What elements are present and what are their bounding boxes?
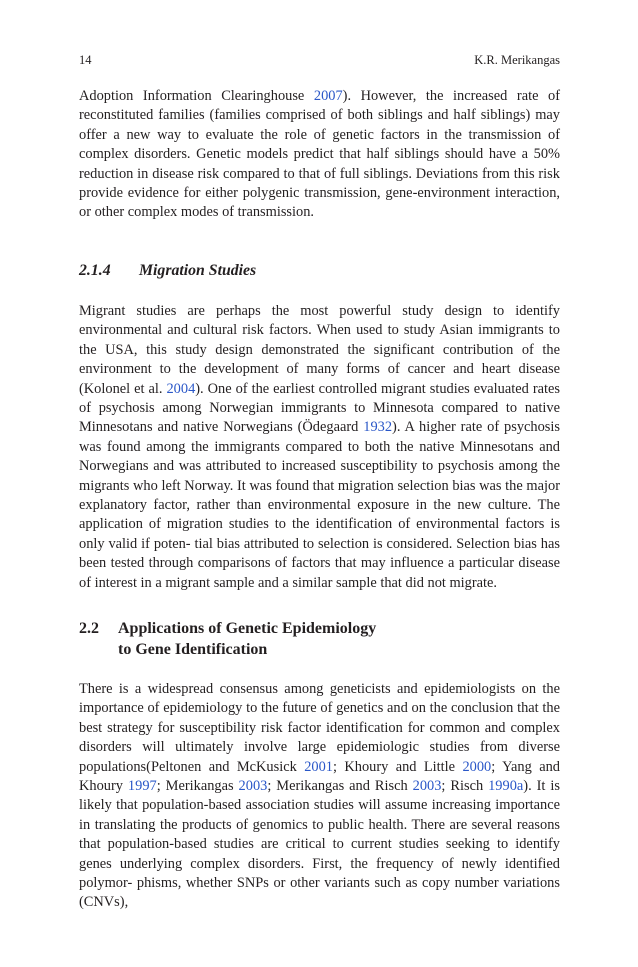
- citation-link[interactable]: 1990a: [488, 778, 524, 795]
- section-number: 2.2: [79, 620, 99, 637]
- paragraph-genetic-epidemiology: There is a widespread consensus among geneticists and epidemiologists on the importance of epidemiology to the future of genetics and on the conclusion that the best strategy for susceptibility risk factor identification for common and complex disorders will ultimately involve large epidemiologic studies from diverse populations(Peltonen and McKusick 2001; Khoury and Little 2000; Yang and Khoury 1997; Merikangas 2003; Merikangas and Risch 2003; Risch 1990a). It is likely that population-based association studies will assume increasing importance in translating the products of genomics to public health. There are several reasons that population-based studies are critical to current studies seeking to identify genes underlying complex disorders. First, the frequency of newly identified polymor- phisms, whether SNPs or other variants such as copy number variations (CNVs),: [79, 681, 561, 911]
- running-author: K.R. Merikangas: [474, 53, 560, 67]
- citation-link[interactable]: 1932: [363, 419, 393, 436]
- running-header: [79, 52, 560, 68]
- citation-link[interactable]: 2004: [166, 380, 196, 397]
- paragraph-migration: Migrant studies are perhaps the most powerful study design to identify environmental and cultural risk factors. When used to study Asian immigrants to the USA, this study design demonstrated the significant contribution of the environment to the development of many forms of cancer and heart disease (Kolonel et al. 2004). One of the earliest controlled migrant studies evaluated rates of psychosis among Norwegian immigrants to Minnesota compared to native Minnesotans and native Norwegians (Ödegaard 1932). A higher rate of psychosis was found among the immigrants compared to both the native Minnesotans and Norwegians and was attributed to increased susceptibility to psychosis among the migrants who left Norway. It was found that migration selection bias was the major explanatory factor, rather than environmental exposure in the new culture. The application of migration studies to the identification of environmental factors is only valid if poten- tial bias attributed to selection is considered. Selection bias has been tested through comparisons of factors that may influence a particular disease of interest in a migrant sample and a similar sample that did not migrate.: [79, 303, 560, 591]
- citation-link[interactable]: 2000: [462, 758, 492, 775]
- section-title-line: to Gene Identification: [118, 641, 268, 658]
- citation-link[interactable]: 2003: [238, 778, 268, 795]
- section-heading: [79, 618, 376, 660]
- subsection-title: Migration Studies: [139, 262, 257, 279]
- page-number: 14: [79, 53, 92, 67]
- paragraph-adoption: Adoption Information Clearinghouse 2007). However, the increased rate of reconstituted families (families comprised of both siblings and half siblings) may offer a new way to evaluate the role of genetic factors in the transmission of complex disorders. Genetic models predict that half siblings should have a 50% reduction in disease risk compared to that of full siblings. Deviations from this risk provide evidence for either polygenic transmission, gene-environment interaction, or other complex modes of transmission.: [79, 88, 560, 221]
- subsection-number: 2.1.4: [79, 262, 111, 279]
- citation-link[interactable]: 2003: [412, 778, 442, 795]
- citation-link[interactable]: 2007: [313, 88, 343, 104]
- section-title: [118, 618, 376, 660]
- subsection-heading: [79, 261, 256, 281]
- section-title-line: Applications of Genetic Epidemiology: [118, 620, 377, 637]
- citation-link[interactable]: 1997: [127, 778, 157, 795]
- citation-link[interactable]: 2001: [304, 758, 333, 775]
